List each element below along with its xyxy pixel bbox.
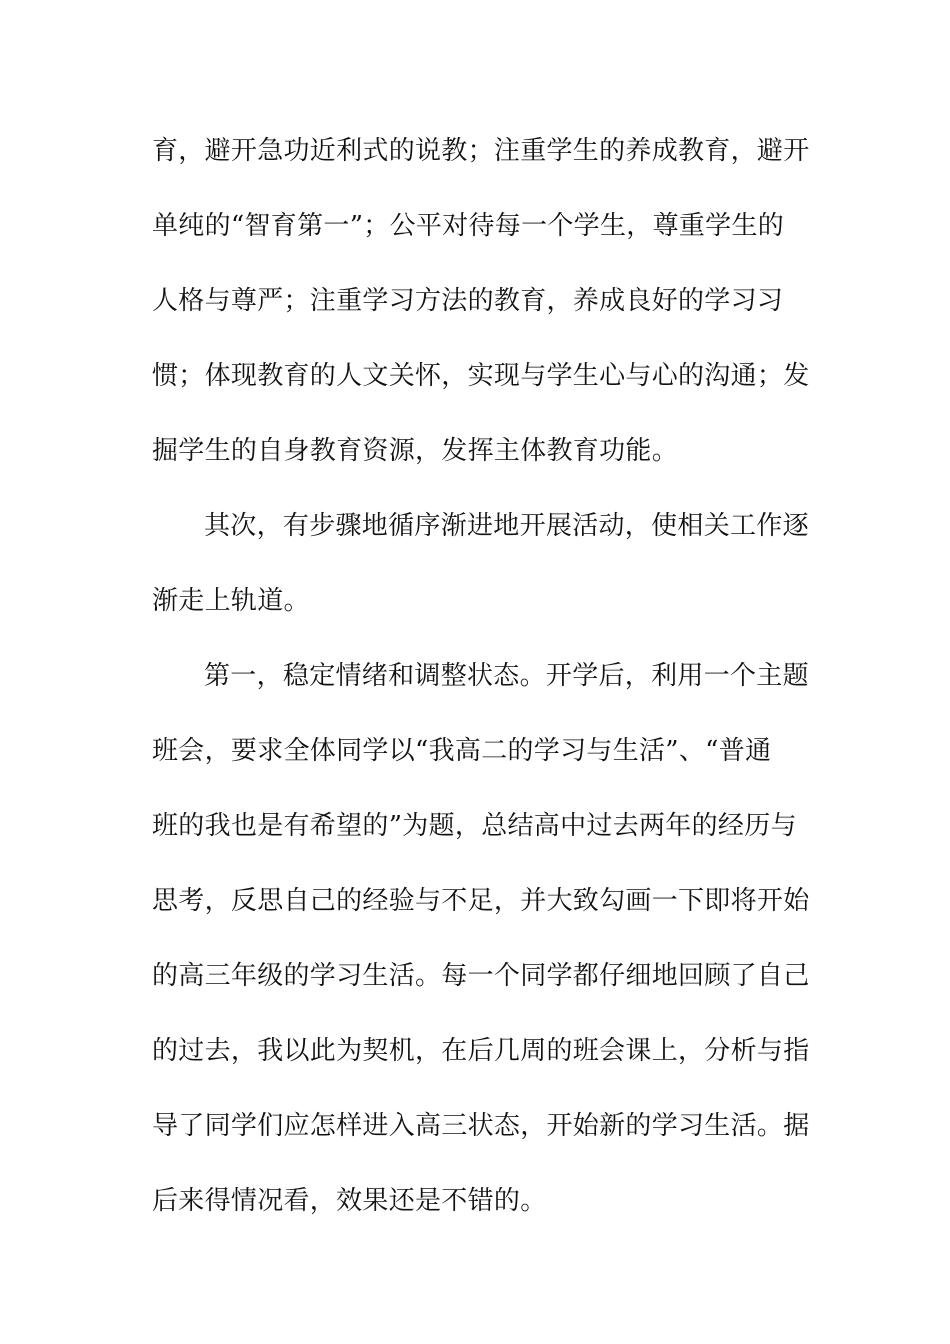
paragraph-2 bbox=[152, 503, 809, 653]
text-line: 第一，稳定情绪和调整状态。开学后，利用一个主题 bbox=[204, 661, 809, 691]
text-line: 育，避开急功近利式的说教；注重学生的养成教育，避开 bbox=[152, 136, 810, 166]
text-line: 后来得情况看，效果还是不错的。 bbox=[152, 1186, 547, 1216]
paragraph-3 bbox=[152, 653, 810, 1253]
paragraph-1 bbox=[152, 128, 810, 503]
text-line: 班会，要求全体同学以“我高二的学习与生活”、“普通 bbox=[152, 736, 772, 766]
text-line: 其次，有步骤地循序渐进地开展活动，使相关工作逐 bbox=[204, 511, 809, 541]
text-line: 人格与尊严；注重学习方法的教育，养成良好的学习习 bbox=[152, 286, 784, 316]
text-line: 单纯的“智育第一”；公平对待每一个学生，尊重学生的 bbox=[152, 211, 785, 241]
text-line: 班的我也是有希望的”为题，总结高中过去两年的经历与 bbox=[152, 811, 797, 841]
text-line: 思考，反思自己的经验与不足，并大致勾画一下即将开始 bbox=[152, 886, 810, 916]
text-line: 渐走上轨道。 bbox=[152, 586, 310, 616]
text-line: 惯；体现教育的人文关怀，实现与学生心与心的沟通；发 bbox=[152, 361, 810, 391]
text-line: 的过去，我以此为契机，在后几周的班会课上，分析与指 bbox=[152, 1036, 810, 1066]
text-line: 掘学生的自身教育资源，发挥主体教育功能。 bbox=[152, 436, 679, 466]
document-body bbox=[152, 128, 810, 1253]
text-line: 的高三年级的学习生活。每一个同学都仔细地回顾了自己 bbox=[152, 961, 810, 991]
text-line: 导了同学们应怎样进入高三状态，开始新的学习生活。据 bbox=[152, 1111, 810, 1141]
